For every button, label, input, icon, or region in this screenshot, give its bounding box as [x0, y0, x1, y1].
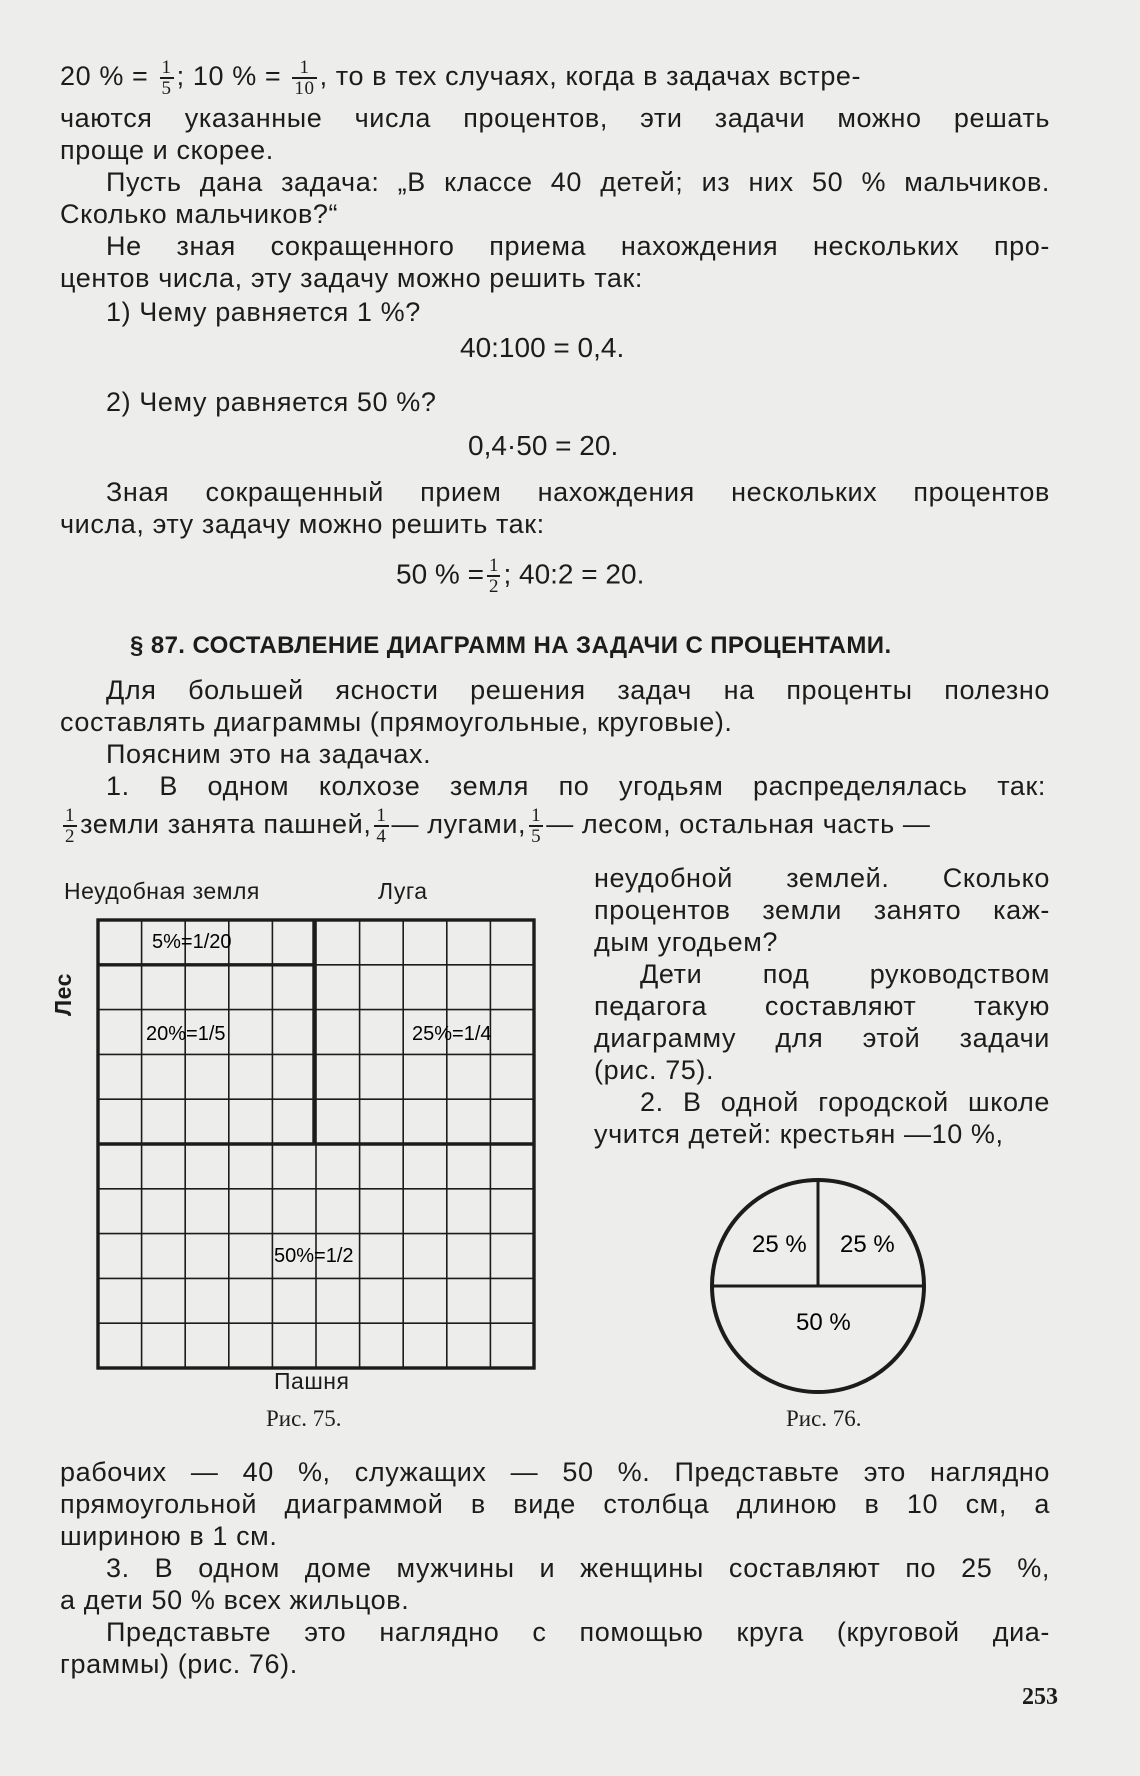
fig76-caption: Рис. 76. [786, 1406, 862, 1431]
teacher-line-2: педагога составляют такую [594, 991, 1050, 1021]
fig75-label-meadows: Луга [378, 878, 428, 904]
task-line-2: Сколько мальчиков?“ [60, 199, 339, 229]
intro-line-2: чаются указанные числа процентов, эти задачи можно решать [60, 103, 1050, 133]
step-2: 2) Чему равняется 50 %? [106, 387, 437, 417]
short-way-line-1: Зная сокращенный прием нахождения нескольких процентов [106, 477, 1050, 507]
pie-label: 25 % [840, 1231, 895, 1258]
fig75-cell-label: 5%=1/20 [152, 931, 232, 953]
problem2-line-1: рабочих — 40 %, служащих — 50 %. Представьте это наглядно [60, 1457, 1050, 1487]
section-heading: § 87. СОСТАВЛЕНИЕ ДИАГРАММ НА ЗАДАЧИ С ПРОЦЕНТАМИ. [130, 632, 892, 659]
problem1-right-2: процентов земли занято каж- [594, 895, 1050, 925]
problem2-line-3: шириною в 1 см. [60, 1521, 278, 1551]
intro-line-3: проще и скорее. [60, 135, 274, 165]
eq1-left: 20 % [60, 61, 124, 92]
fig75-caption: Рис. 75. [266, 1406, 342, 1431]
calc-short: 50 % = $\frac{1}{2}$ ; 40:2 = 20. [396, 555, 645, 597]
fig75-cell-label: 20%=1/5 [146, 1023, 226, 1045]
fraction-1-5-b: $\frac{1}{5}$ [531, 805, 542, 847]
step-1: 1) Чему равняется 1 %? [106, 297, 421, 327]
fraction-1-4: $\frac{1}{4}$ [376, 805, 387, 847]
problem1-right-3: дым угодьем? [594, 927, 779, 957]
calc-1: 40:100 = 0,4. [460, 332, 625, 363]
teacher-line-3: диаграмму для этой задачи [594, 1023, 1050, 1053]
fig75-label-unusable-land: Неудобная земля [64, 878, 260, 904]
fig75-label-forest: Лес [50, 973, 76, 1016]
problem3-line-2: а дети 50 % всех жильцов. [60, 1585, 410, 1615]
page-number: 253 [1022, 1684, 1058, 1710]
teacher-line-4: (рис. 75). [594, 1055, 715, 1085]
problem3-line-3: Представьте это наглядно с помощью круга (круговой диа- [106, 1617, 1050, 1647]
fig75-grid-diagram [96, 918, 536, 1370]
fraction-1-5: $\frac{1}{5}$ [161, 57, 172, 99]
problem1-line-1: 1. В одном колхозе земля по угодьям распределялась так: [106, 771, 1046, 801]
section-p1-line-1: Для большей ясности решения задач на проценты полезно [106, 675, 1050, 705]
fraction-1-2-b: $\frac{1}{2}$ [65, 805, 76, 847]
fraction-1-2: $\frac{1}{2}$ [488, 555, 499, 597]
fig76-pie-chart [698, 1168, 938, 1408]
section-p1-line-2: составлять диаграммы (прямоугольные, круговые). [60, 707, 733, 737]
pie-label: 25 % [752, 1231, 807, 1258]
problem3-line-1: 3. В одном доме мужчины и женщины составляют по 25 %, [106, 1553, 1050, 1583]
problem1-right-1: неудобной землей. Сколько [594, 863, 1050, 893]
fig75-cell-label: 50%=1/2 [274, 1245, 354, 1267]
long-way-line-1: Не зная сокращенного приема нахождения нескольких про- [106, 231, 1050, 261]
fig75-label-arable: Пашня [274, 1368, 350, 1394]
problem2-line-2: прямоугольной диаграммой в виде столбца длиною в 10 см, а [60, 1489, 1050, 1519]
section-p2: Поясним это на задачах. [106, 739, 432, 769]
problem3-line-4: граммы) (рис. 76). [60, 1649, 298, 1679]
intro-line-1: 20 % = $\frac{1}{5}$ ; 10 % = $\frac{1}{10}$ , то в тех случаях, когда в задачах встре- [60, 57, 862, 99]
fraction-1-10: $\frac{1}{10}$ [294, 57, 315, 99]
intro-rest: , то в тех случаях, когда в задачах встре- [319, 61, 862, 92]
problem1-line-2: $\frac{1}{2}$ земли занята пашней, $\frac{1}{4}$ — лугами, $\frac{1}{5}$ — лесом, остальная часть — [65, 805, 931, 847]
problem2-right-1: 2. В одной городской школе [640, 1087, 1050, 1117]
teacher-line-1: Дети под руководством [640, 959, 1050, 989]
short-way-line-2: числа, эту задачу можно решить так: [60, 509, 545, 539]
fig75-cell-label: 25%=1/4 [412, 1023, 492, 1045]
eq2-left: 10 % [192, 61, 257, 92]
pie-label: 50 % [796, 1309, 851, 1336]
problem2-right-2: учится детей: крестьян —10 %, [594, 1119, 1004, 1149]
calc-2: 0,4·50 = 20. [468, 430, 619, 461]
task-line-1: Пусть дана задача: „В классе 40 детей; из них 50 % мальчиков. [106, 167, 1050, 197]
long-way-line-2: центов числа, эту задачу можно решить так: [60, 263, 643, 293]
